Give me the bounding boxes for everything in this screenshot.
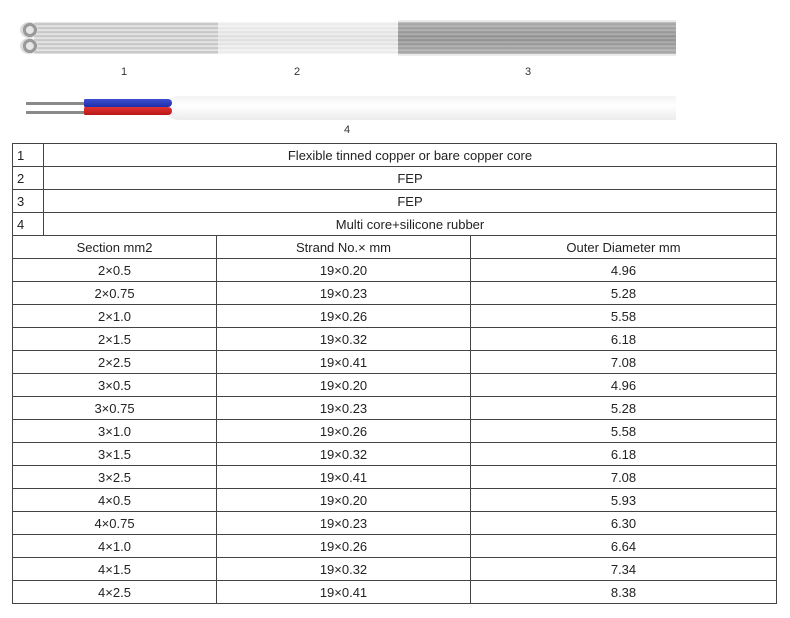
table-row [13, 374, 777, 397]
legend-row [13, 190, 777, 213]
bare-wire [26, 102, 90, 105]
table-row [13, 535, 777, 558]
table-row [13, 305, 777, 328]
outer-diameter-cell: 7.08 [471, 351, 777, 374]
conductor-end [20, 38, 38, 54]
fep-layer [218, 20, 398, 56]
silicone-jacket [166, 96, 676, 120]
strand-cell: 19×0.26 [217, 420, 471, 443]
section-cell: 3×1.5 [13, 443, 217, 466]
outer-diameter-cell: 4.96 [471, 259, 777, 282]
section-cell: 3×2.5 [13, 466, 217, 489]
illustration-label-2: 2 [294, 66, 301, 78]
section-cell: 4×0.75 [13, 512, 217, 535]
multicore-cable-image [26, 96, 676, 122]
table-row [13, 558, 777, 581]
illustration-label-3: 3 [525, 66, 532, 78]
strand-cell: 19×0.23 [217, 512, 471, 535]
strand-cell: 19×0.41 [217, 351, 471, 374]
table-row [13, 512, 777, 535]
outer-diameter-cell: 8.38 [471, 581, 777, 604]
outer-diameter-cell: 4.96 [471, 374, 777, 397]
section-cell: 4×1.0 [13, 535, 217, 558]
outer-diameter-cell: 5.58 [471, 420, 777, 443]
table-row [13, 420, 777, 443]
strand-cell: 19×0.32 [217, 443, 471, 466]
strand-cell: 19×0.20 [217, 259, 471, 282]
legend-number: 4 [13, 213, 44, 236]
spec-header-row [13, 236, 777, 259]
table-row [13, 282, 777, 305]
strand-cell: 19×0.32 [217, 328, 471, 351]
outer-diameter-cell: 6.30 [471, 512, 777, 535]
strand-cell: 19×0.23 [217, 282, 471, 305]
legend-number: 3 [13, 190, 44, 213]
section-cell: 4×1.5 [13, 558, 217, 581]
strand-cell: 19×0.20 [217, 489, 471, 512]
illustration-label-1: 1 [121, 66, 128, 78]
header-outer-diameter: Outer Diameter mm [471, 236, 777, 259]
header-strand: Strand No.× mm [217, 236, 471, 259]
legend-number: 1 [13, 144, 44, 167]
section-cell: 3×1.0 [13, 420, 217, 443]
outer-diameter-cell: 5.28 [471, 282, 777, 305]
outer-diameter-cell: 6.18 [471, 328, 777, 351]
section-cell: 2×1.0 [13, 305, 217, 328]
table-row [13, 466, 777, 489]
strand-cell: 19×0.32 [217, 558, 471, 581]
legend-row [13, 213, 777, 236]
section-cell: 2×2.5 [13, 351, 217, 374]
section-cell: 2×1.5 [13, 328, 217, 351]
blue-insulated-core [84, 99, 172, 107]
bare-wire [26, 111, 90, 114]
section-cell: 2×0.75 [13, 282, 217, 305]
table-row [13, 328, 777, 351]
table-row [13, 443, 777, 466]
outer-diameter-cell: 7.34 [471, 558, 777, 581]
legend-description: FEP [44, 190, 777, 213]
section-cell: 4×0.5 [13, 489, 217, 512]
table-row [13, 489, 777, 512]
cable-structure-image [20, 20, 676, 56]
legend-description: FEP [44, 167, 777, 190]
strand-cell: 19×0.20 [217, 374, 471, 397]
strand-cell: 19×0.41 [217, 466, 471, 489]
table-row [13, 259, 777, 282]
cable-illustration [0, 0, 790, 140]
illustration-label-4: 4 [344, 124, 351, 136]
legend-number: 2 [13, 167, 44, 190]
outer-diameter-cell: 6.64 [471, 535, 777, 558]
section-cell: 3×0.5 [13, 374, 217, 397]
legend-table [12, 143, 777, 236]
strand-cell: 19×0.23 [217, 397, 471, 420]
outer-diameter-cell: 6.18 [471, 443, 777, 466]
section-cell: 2×0.5 [13, 259, 217, 282]
table-row [13, 351, 777, 374]
legend-description: Flexible tinned copper or bare copper core [44, 144, 777, 167]
table-row [13, 397, 777, 420]
outer-diameter-cell: 7.08 [471, 466, 777, 489]
legend-row [13, 144, 777, 167]
table-row [13, 581, 777, 604]
legend-description: Multi core+silicone rubber [44, 213, 777, 236]
section-cell: 4×2.5 [13, 581, 217, 604]
strand-cell: 19×0.26 [217, 305, 471, 328]
strand-cell: 19×0.41 [217, 581, 471, 604]
outer-diameter-cell: 5.28 [471, 397, 777, 420]
strand-cell: 19×0.26 [217, 535, 471, 558]
legend-row [13, 167, 777, 190]
conductor-end [20, 22, 38, 38]
outer-diameter-cell: 5.93 [471, 489, 777, 512]
outer-diameter-cell: 5.58 [471, 305, 777, 328]
specification-table [12, 235, 777, 604]
section-cell: 3×0.75 [13, 397, 217, 420]
red-insulated-core [84, 107, 172, 115]
header-section: Section mm2 [13, 236, 217, 259]
fep-outer-layer [398, 20, 676, 56]
